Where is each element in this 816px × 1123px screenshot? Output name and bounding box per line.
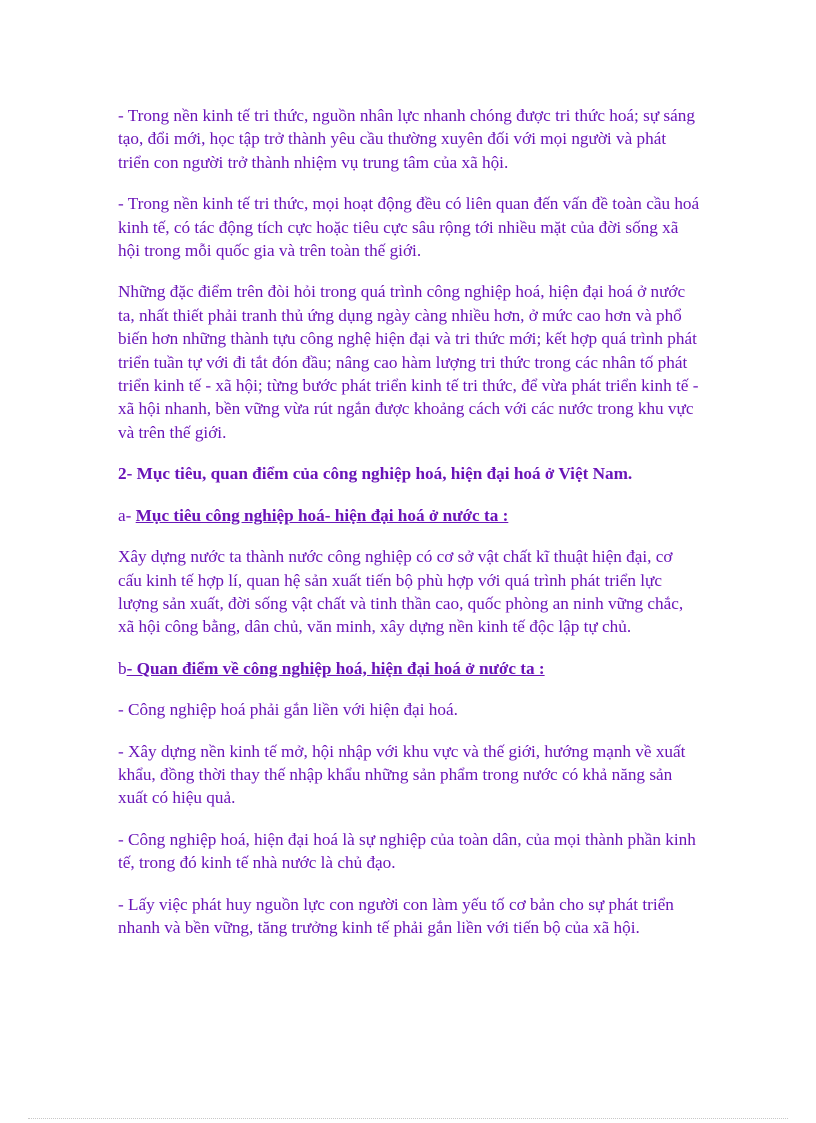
paragraph-goal: Xây dựng nước ta thành nước công nghiệp có cơ sở vật chất kĩ thuật hiện đại, cơ cấu kinh tế hợp lí, quan hệ sản xuất tiến bộ phù hợp với quá trình phát triển lực lượng sản xuất, đời sống vật chất và tinh thần cao, quốc phòng an ninh vững chắc, xã hội công bằng, dân chủ, văn minh, xây dựng nền kinh tế độc lập tự chủ. (118, 547, 684, 637)
subheading-a-title: Mục tiêu công nghiệp hoá- hiện đại hoá ở nước ta : (135, 505, 509, 525)
subheading-b (118, 657, 700, 680)
document-page (118, 104, 700, 957)
page-bottom-rule (28, 1118, 788, 1119)
viewpoint-item: - Xây dựng nền kinh tế mở, hội nhập với khu vực và thế giới, hướng mạnh về xuất khẩu, đồng thời thay thế nhập khẩu những sản phẩm trong nước có khả năng sản xuất có hiệu quả. (118, 741, 686, 808)
paragraph-globalization: - Trong nền kinh tế tri thức, mọi hoạt động đều có liên quan đến vấn đề toàn cầu hoá kinh tế, có tác động tích cực hoặc tiêu cực sâu rộng tới nhiều mặt của đời sống xã hội trong mỗi quốc gia và trên toàn thế giới. (118, 194, 700, 261)
paragraph-knowledge-workforce: - Trong nền kinh tế tri thức, nguồn nhân lực nhanh chóng được tri thức hoá; sự sáng tạo, đổi mới, học tập trở thành yêu cầu thường xuyên đối với mọi người và phát triển con người trở thành nhiệm vụ trung tâm của xã hội. (118, 106, 695, 172)
paragraph-requirements: Những đặc điểm trên đòi hỏi trong quá trình công nghiệp hoá, hiện đại hoá ở nước ta, nhất thiết phải tranh thủ ứng dụng ngày càng nhiều hơn, ở mức cao hơn và phổ biến hơn những thành tựu công nghệ hiện đại và tri thức mới; kết hợp quá trình phát triển tuần tự với đi tắt đón đầu; nâng cao hàm lượng tri thức trong các nhân tố phát triển kinh tế - xã hội; từng bước phát triển kinh tế tri thức, để vừa phát triển kinh tế - xã hội nhanh, bền vững vừa rút ngắn được khoảng cách với các nước trong khu vực và trên thế giới. (118, 282, 699, 442)
subheading-b-title: - Quan điểm về công nghiệp hoá, hiện đại hoá ở nước ta : (126, 658, 545, 678)
viewpoint-item: - Công nghiệp hoá, hiện đại hoá là sự nghiệp của toàn dân, của mọi thành phần kinh tế, trong đó kinh tế nhà nước là chủ đạo. (118, 829, 696, 873)
viewpoint-item: - Công nghiệp hoá phải gắn liền với hiện đại hoá. (118, 700, 458, 720)
subheading-a-prefix: a- (118, 505, 136, 525)
subheading-a (118, 504, 700, 527)
subheading-b-prefix: b (118, 658, 127, 678)
viewpoint-item: - Lấy việc phát huy nguồn lực con người con làm yếu tố cơ bản cho sự phát triển nhanh và bền vững, tăng trưởng kinh tế phải gắn liền với tiến bộ của xã hội. (118, 894, 674, 937)
section-heading: 2- Mục tiêu, quan điểm của công nghiệp hoá, hiện đại hoá ở Việt Nam. (118, 464, 633, 484)
